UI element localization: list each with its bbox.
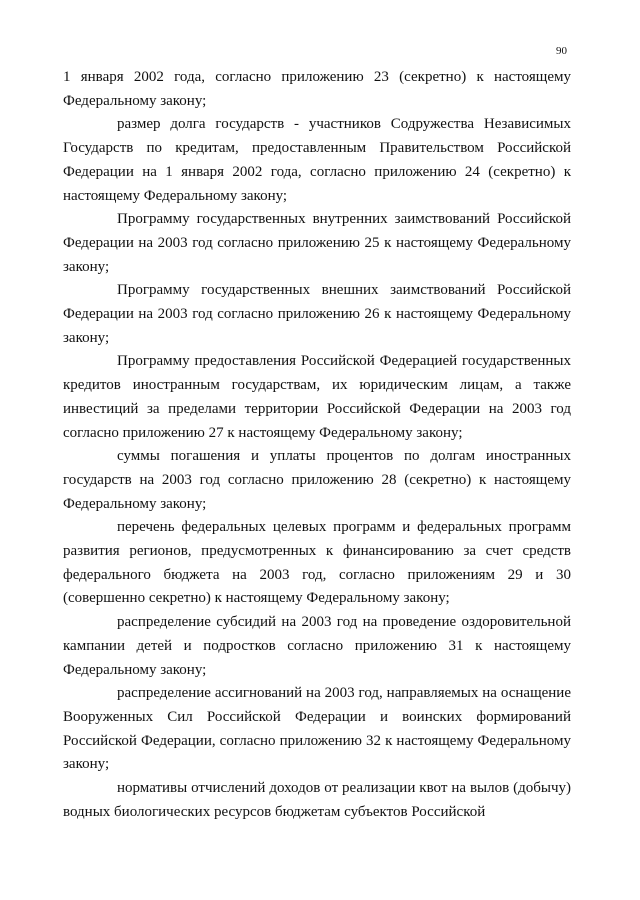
document-body [63,66,571,825]
paragraph-health-campaign-subsidies: распределение субсидий на 2003 год на проведение оздоровительной кампании детей и подростков согласно приложению 31 к настоящему Федеральному закону; [63,614,571,678]
paragraph-domestic-borrowing-program: Программу государственных внутренних заимствований Российской Федерации на 2003 год согласно приложению 25 к настоящему Федеральному закону; [63,211,571,275]
paragraph-armed-forces-appropriations: распределение ассигнований на 2003 год, направляемых на оснащение Вооруженных Сил Российской Федерации и воинских формирований Российской Федерации, согласно приложению 32 к настоящему Федеральному закону; [63,685,571,773]
paragraph-external-borrowing-program: Программу государственных внешних заимствований Российской Федерации на 2003 год согласно приложению 26 к настоящему Федеральному закону; [63,282,571,346]
page-number: 90 [556,45,567,57]
paragraph-foreign-debt-repayment: суммы погашения и уплаты процентов по долгам иностранных государств на 2003 год согласно приложению 28 (секретно) к настоящему Федеральному закону; [63,448,571,512]
paragraph-continued-from-previous-page: 1 января 2002 года, согласно приложению 23 (секретно) к настоящему Федеральному закону; [63,69,571,109]
paragraph-fishing-quota-revenue-norms: нормативы отчислений доходов от реализации квот на вылов (добычу) водных биологических ресурсов бюджетам субъектов Российской [63,780,571,820]
paragraph-cis-debt: размер долга государств - участников Содружества Независимых Государств по кредитам, предоставленным Правительством Российской Федерации на 1 января 2002 года, согласно приложению 24 (секретно) к настоящему Федеральному закону; [63,116,571,204]
paragraph-federal-target-programs: перечень федеральных целевых программ и федеральных программ развития регионов, предусмотренных к финансированию за счет средств федерального бюджета на 2003 год, согласно приложениям 29 и 30 (совершенно секретно) к настоящему Федеральному закону; [63,519,571,607]
paragraph-state-credits-program: Программу предоставления Российской Федерацией государственных кредитов иностранным государствам, их юридическим лицам, а также инвестиций за пределами территории Российской Федерации на 2003 год согласно приложению 27 к настоящему Федеральному закону; [63,353,571,441]
